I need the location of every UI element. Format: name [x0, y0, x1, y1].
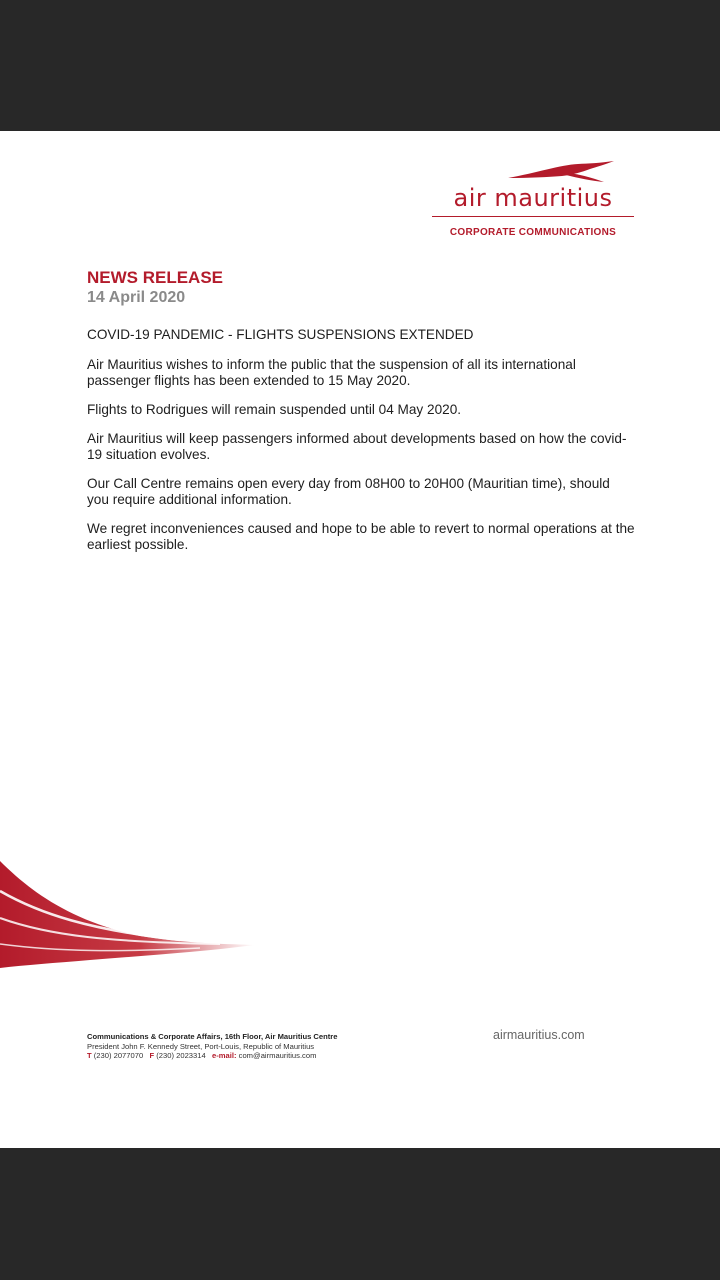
website-link: airmauritius.com [493, 1028, 585, 1042]
brand-wordmark: air mauritius [453, 184, 613, 212]
footer-office-line: Communications & Corporate Affairs, 16th Floor, Air Mauritius Centre [87, 1032, 338, 1041]
footer-contact-line [87, 1051, 338, 1061]
news-release-title: NEWS RELEASE [87, 268, 224, 287]
email-address: com@airmauritius.com [238, 1051, 317, 1060]
paragraph: Flights to Rodrigues will remain suspended until 04 May 2020. [87, 402, 462, 417]
telephone-label: T [87, 1051, 92, 1060]
fax-label: F [149, 1051, 155, 1060]
paragraph: Air Mauritius will keep passengers informed about developments based on how the covid-19 situation evolves. [87, 431, 627, 462]
footer-address [87, 1032, 338, 1061]
decorative-swoosh-graphic [0, 856, 260, 971]
news-release-document [0, 131, 720, 1148]
paragraph: Air Mauritius wishes to inform the public that the suspension of all its international passenger flights has been extended to 15 May 2020. [87, 357, 576, 388]
footer-street-line: President John F. Kennedy Street, Port-Louis, Republic of Mauritius [87, 1041, 315, 1051]
paragraph: We regret inconveniences caused and hope to be able to revert to normal operations at the earliest possible. [87, 521, 635, 552]
corporate-communications-label: CORPORATE COMMUNICATIONS [449, 227, 617, 238]
release-body [87, 327, 635, 566]
release-heading: COVID-19 PANDEMIC - FLIGHTS SUSPENSIONS EXTENDED [87, 327, 474, 342]
fax-number: (230) 2023314 [156, 1051, 206, 1060]
paragraph: Our Call Centre remains open every day from 08H00 to 20H00 (Mauritian time), should you require additional information. [87, 476, 610, 507]
release-date: 14 April 2020 [87, 289, 186, 306]
logo-divider [432, 216, 634, 217]
telephone-number: (230) 2077070 [93, 1051, 144, 1060]
paille-en-queue-bird-icon [508, 161, 614, 183]
email-label: e-mail: [212, 1051, 237, 1060]
